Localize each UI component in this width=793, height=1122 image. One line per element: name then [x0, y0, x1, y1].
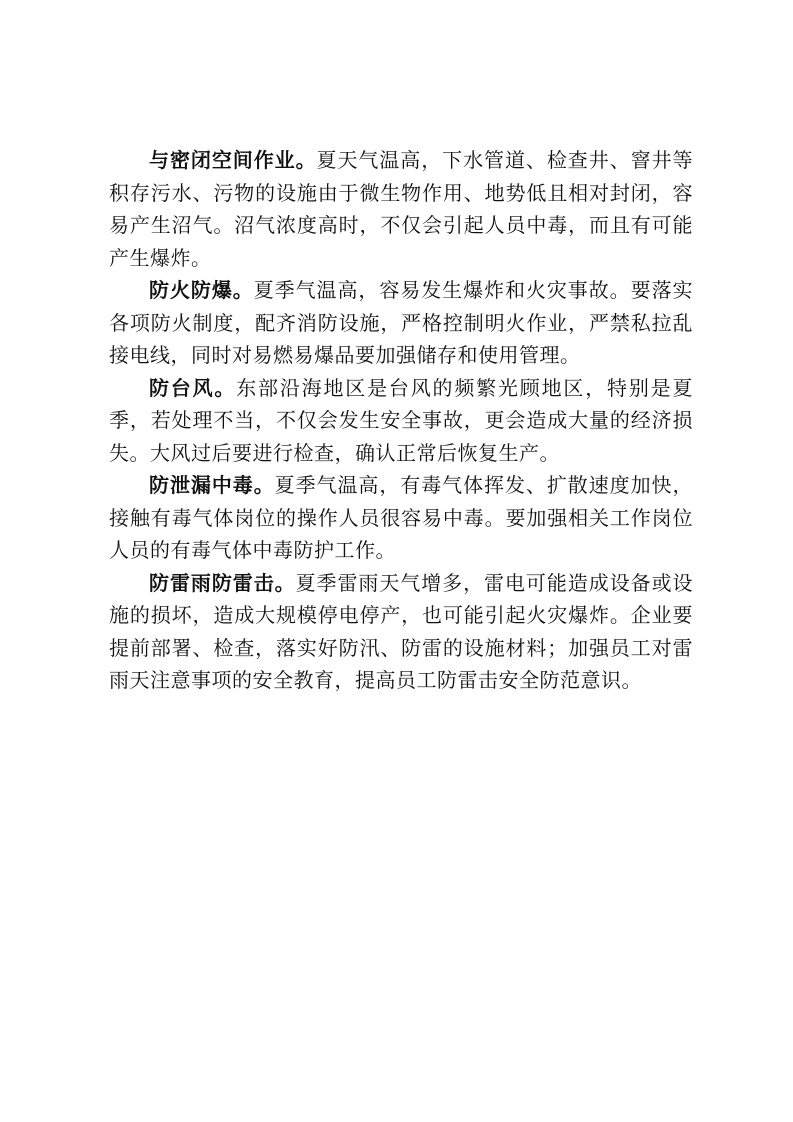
paragraph-heading: 防雷雨防雷击。 — [149, 570, 296, 595]
paragraph-heading: 与密闭空间作业。 — [149, 148, 317, 172]
paragraph-leak-poisoning — [109, 469, 693, 567]
paragraph-text: 夏天气温高，下水管道、检查井、窨井等积存污水、污物的设施由于微生物作用、地势低且相对封闭，容易产生沼气。沼气浓度高时，不仅会引起人员中毒，而且有可能产生爆炸。 — [109, 148, 694, 270]
paragraph-text: 东部沿海地区是台风的频繁光顾地区，特别是夏季，若处理不当，不仅会发生安全事故，更会造成大量的经济损失。大风过后要进行检查，确认正常后恢复生产。 — [109, 375, 693, 465]
paragraph-confined-space — [109, 144, 693, 274]
paragraph-heading: 防火防爆。 — [149, 278, 254, 302]
paragraph-heading: 防台风。 — [149, 375, 237, 400]
paragraph-text: 夏季气温高，有毒气体挥发、扩散速度加快，接触有毒气体岗位的操作人员很容易中毒。要加强相关工作岗位人员的有毒气体中毒防护工作。 — [109, 473, 694, 562]
paragraph-heading: 防泄漏中毒。 — [149, 473, 275, 497]
paragraph-text: 夏季雷雨天气增多，雷电可能造成设备或设施的损坏，造成大规模停电停产，也可能引起火灾爆炸。企业要提前部署、检查，落实好防汛、防雷的设施材料；加强员工对雷雨天注意事项的安全教育，提高员工防雷击安全防范意识。 — [109, 570, 694, 692]
paragraph-thunderstorm — [109, 567, 693, 697]
paragraph-typhoon — [109, 372, 693, 470]
paragraph-fire-explosion — [109, 274, 693, 372]
paragraph-text: 夏季气温高，容易发生爆炸和火灾事故。要落实各项防火制度，配齐消防设施，严格控制明火作业，严禁私拉乱接电线，同时对易燃易爆品要加强储存和使用管理。 — [109, 278, 694, 367]
document-body — [109, 144, 693, 697]
